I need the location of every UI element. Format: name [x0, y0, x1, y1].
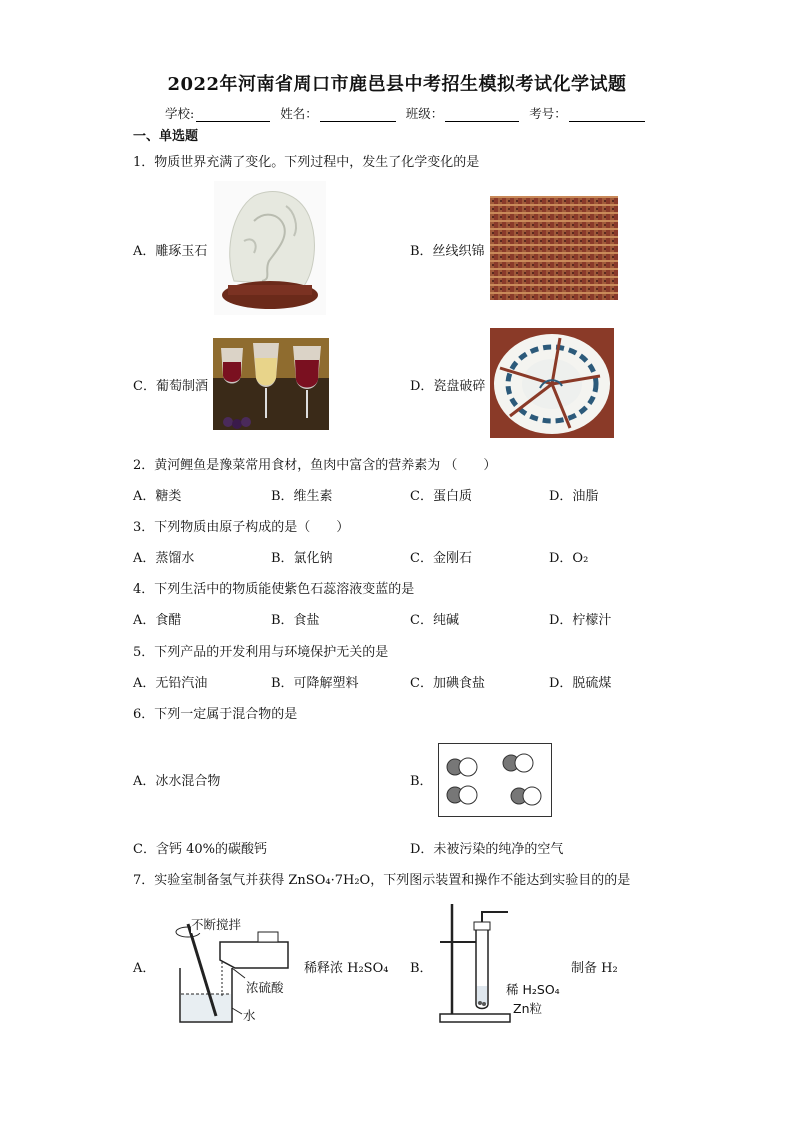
- q5-option-a: A．无铅汽油: [133, 676, 208, 691]
- q5-stem: 5．下列产品的开发利用与环境保护无关的是: [133, 645, 389, 660]
- jade-carving-image: [214, 181, 326, 315]
- name-label: 姓名：: [280, 106, 318, 121]
- q1-stem: 1．物质世界充满了变化。下列过程中，发生了化学变化的是: [133, 155, 480, 170]
- hydrogen-apparatus-diagram: [436, 900, 516, 1030]
- q4-option-b: B．食盐: [271, 613, 320, 628]
- q6-stem: 6．下列一定属于混合物的是: [133, 707, 298, 722]
- class-label: 班级：: [405, 106, 444, 121]
- school-blank[interactable]: [196, 107, 270, 122]
- q7-a-caption: 稀释浓 H₂SO₄: [304, 961, 389, 976]
- q1-option-b: B．丝线织锦: [410, 244, 485, 259]
- q5-option-b: B．可降解塑料: [271, 676, 359, 691]
- dilute-acid-label: 稀 H₂SO₄: [506, 982, 560, 997]
- wine-glasses-image: [213, 338, 329, 430]
- name-blank[interactable]: [320, 107, 396, 122]
- q6-option-d: D．未被污染的纯净的空气: [410, 842, 564, 857]
- q7-option-a: A．: [133, 961, 156, 976]
- water-label: 水: [243, 1008, 256, 1023]
- exam-no-blank[interactable]: [569, 107, 645, 122]
- student-info-line: [165, 104, 651, 122]
- brocade-image: [490, 196, 618, 300]
- q3-option-b: B．氯化钠: [271, 551, 333, 566]
- q7-stem: 7．实验室制备氢气并获得 ZnSO₄·7H₂O，下列图示装置和操作不能达到实验目的的是: [133, 873, 631, 888]
- q6-option-a: A．冰水混合物: [133, 774, 221, 789]
- q4-option-d: D．柠檬汁: [549, 613, 612, 628]
- q3-stem: 3．下列物质由原子构成的是（ ）: [133, 520, 350, 535]
- q5-option-c: C．加碘食盐: [410, 676, 485, 691]
- molecule-diagram: [438, 743, 552, 817]
- q2-option-a: A．糖类: [133, 489, 182, 504]
- q2-option-c: C．蛋白质: [410, 489, 472, 504]
- q7-option-b: B．: [410, 961, 433, 976]
- conc-acid-label: 浓硫酸: [246, 980, 284, 995]
- exam-no-label: 考号：: [529, 106, 567, 121]
- q5-option-d: D．脱硫煤: [549, 676, 612, 691]
- zinc-label: Zn粒: [513, 1001, 542, 1016]
- q1-option-c: C．葡萄制酒: [133, 379, 208, 394]
- q2-stem: 2．黄河鲤鱼是豫菜常用食材，鱼肉中富含的营养素为 （ ）: [133, 458, 497, 473]
- page-title: 2022年河南省周口市鹿邑县中考招生模拟考试化学试题: [167, 74, 627, 95]
- broken-plate-image: [490, 328, 614, 438]
- q1-option-d: D．瓷盘破碎: [410, 379, 486, 394]
- q4-option-c: C．纯碱: [410, 613, 459, 628]
- school-label: 学校:: [165, 106, 195, 121]
- q7-b-caption: 制备 H₂: [571, 961, 618, 976]
- q2-option-b: B．维生素: [271, 489, 333, 504]
- q4-stem: 4．下列生活中的物质能使紫色石蕊溶液变蓝的是: [133, 582, 415, 597]
- q3-option-a: A．蒸馏水: [133, 551, 195, 566]
- stir-label: 不断搅拌: [191, 917, 242, 932]
- q6-option-b: B．: [410, 774, 433, 789]
- q1-option-a: A．雕琢玉石: [133, 244, 208, 259]
- q4-option-a: A．食醋: [133, 613, 182, 628]
- q2-option-d: D．油脂: [549, 489, 599, 504]
- q3-option-d: D．O₂: [549, 551, 589, 566]
- section-heading: 一、单选题: [133, 129, 199, 144]
- q6-option-c: C．含钙 40%的碳酸钙: [133, 842, 267, 857]
- q3-option-c: C．金刚石: [410, 551, 472, 566]
- class-blank[interactable]: [445, 107, 519, 122]
